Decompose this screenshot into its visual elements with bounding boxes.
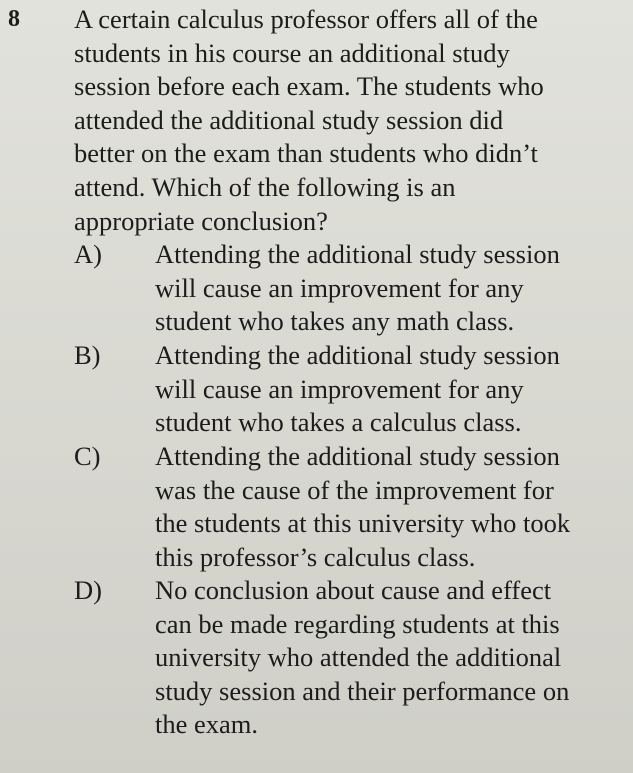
choice-text-line: Attending the additional study session — [155, 441, 560, 471]
choice-text-line: student who takes any math class. — [155, 306, 515, 337]
question-stem-line: attended the additional study session did — [74, 104, 504, 135]
question-stem-line: A certain calculus professor offers all of the — [74, 4, 538, 34]
question-stem-line: appropriate conclusion? — [74, 205, 328, 236]
choice-letter: B) — [74, 340, 101, 370]
choice-letter: A) — [74, 239, 102, 269]
choice-letter: D) — [74, 575, 102, 605]
choice-text — [155, 440, 627, 574]
choice-text-line: university who attended the additional — [155, 642, 562, 673]
choice-text-line: the students at this university who took — [155, 508, 571, 539]
question-stem-line: session before each exam. The students who — [74, 71, 544, 102]
choice-text — [155, 339, 627, 440]
choice-letter: C) — [74, 441, 101, 471]
choice-text-line: this professor’s calculus class. — [155, 541, 476, 572]
choice-text-line: can be made regarding students at this — [155, 608, 560, 639]
choice-text-line: the exam. — [155, 709, 259, 740]
choice-text-line: Attending the additional study session — [155, 239, 560, 269]
choice-text-line: student who takes a calculus class. — [155, 407, 522, 438]
question-stem-line: better on the exam than students who didn’t — [74, 138, 538, 169]
choice-text-line: will cause an improvement for any — [155, 373, 524, 404]
choice-text — [155, 238, 627, 339]
question-stem-line: students in his course an additional study — [74, 37, 510, 68]
choice-text-line: No conclusion about cause and effect — [155, 575, 552, 605]
question-stem-line: attend. Which of the following is an — [74, 171, 456, 202]
choice-text-line: was the cause of the improvement for — [155, 474, 554, 505]
question-number: 8 — [8, 6, 20, 32]
question-stem — [74, 3, 626, 238]
choice-text-line: will cause an improvement for any — [155, 272, 524, 303]
choice-text-line: study session and their performance on — [155, 675, 570, 706]
choice-text-line: Attending the additional study session — [155, 340, 560, 370]
choice-text — [155, 574, 627, 742]
